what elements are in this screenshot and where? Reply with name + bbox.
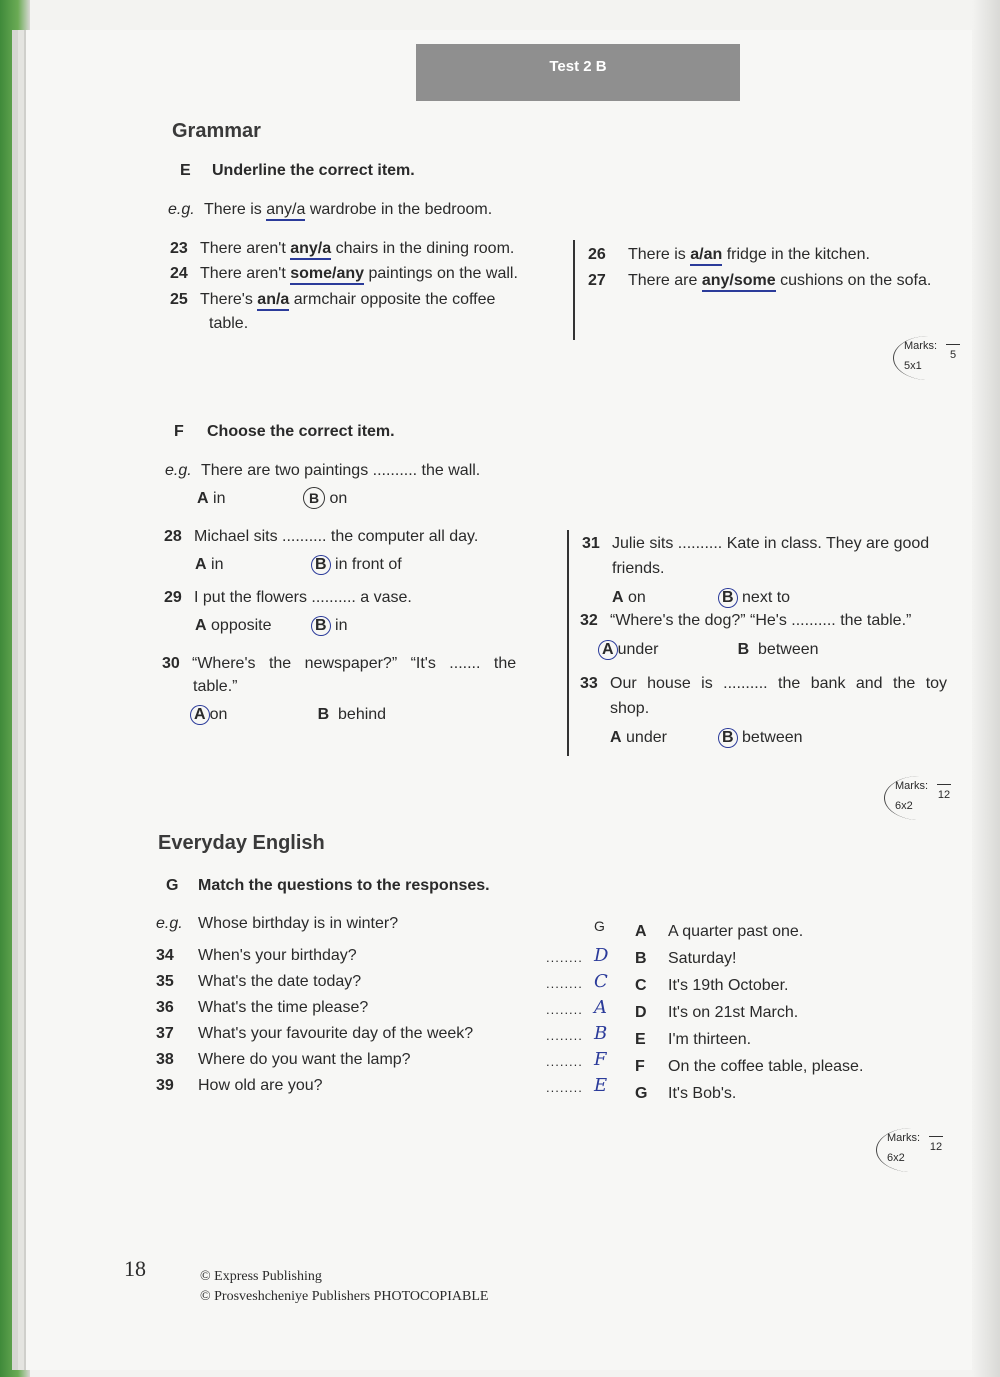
marks-box-f [884, 776, 955, 820]
exercise-f-heading [174, 423, 395, 441]
text: armchair opposite the coffee [289, 291, 496, 308]
option-a[interactable]: A [195, 617, 207, 634]
exercise-g-heading [166, 877, 490, 895]
question-text: Whose birthday is in winter? [198, 915, 399, 932]
response-letter: G [635, 1085, 648, 1102]
item-25-continued: table. [209, 315, 249, 332]
response-letter: A [635, 923, 647, 940]
handwritten-answer: D [594, 945, 609, 966]
item-number: 36 [156, 999, 174, 1016]
item-26 [588, 246, 870, 264]
response-item [635, 923, 803, 941]
response-letter: E [635, 1031, 646, 1048]
response-text: I'm thirteen. [668, 1031, 752, 1048]
text: “Where's the newspaper?” “It's ....... the [192, 655, 517, 672]
item-25 [170, 291, 495, 309]
answer-blank[interactable]: ........ [546, 1054, 583, 1069]
response-item [635, 1085, 736, 1103]
question-text: What's your favourite day of the week? [198, 1025, 474, 1042]
answer-blank[interactable]: ........ [546, 976, 583, 991]
item-number: 23 [170, 240, 188, 257]
option-a[interactable]: A [612, 589, 624, 606]
exercise-letter: E [180, 162, 191, 179]
option-text: behind [338, 706, 387, 723]
item-31 [582, 535, 929, 553]
example-e [168, 201, 492, 219]
eg-label: e.g. [168, 201, 195, 218]
exercise-e-heading [180, 162, 415, 180]
option-a[interactable]: A [610, 729, 622, 746]
response-letter: B [635, 950, 647, 967]
option-pair[interactable]: any/some [702, 272, 776, 292]
response-letter: D [635, 1004, 647, 1021]
item-number: 27 [588, 272, 606, 289]
option-pair[interactable]: any/a [266, 201, 305, 221]
exercise-instruction: Underline the correct item. [212, 162, 415, 179]
handwritten-answer: E [594, 1075, 608, 1096]
column-divider [567, 530, 569, 756]
question-item [156, 1077, 323, 1095]
question-text: When's your birthday? [198, 947, 357, 964]
handwritten-answer: A [594, 997, 607, 1018]
text: “Where's the dog?” “He's .......... the table.” [610, 612, 912, 629]
response-text: It's on 21st March. [668, 1004, 799, 1021]
example-answer: G [594, 918, 605, 934]
item-28-options [195, 555, 402, 575]
item-number: 35 [156, 973, 174, 990]
option-pair[interactable]: an/a [257, 291, 289, 311]
item-30-continued: table.” [193, 678, 238, 695]
response-text: A quarter past one. [668, 923, 804, 940]
marks-calc: 6x2 [887, 1152, 905, 1164]
page [24, 30, 986, 1370]
option-text: between [758, 641, 819, 658]
response-item [635, 1058, 863, 1076]
question-text: Where do you want the lamp? [198, 1051, 411, 1068]
text: I put the flowers .......... a vase. [194, 589, 412, 606]
response-text: On the coffee table, please. [668, 1058, 864, 1075]
question-item [156, 947, 357, 965]
response-item [635, 1031, 751, 1049]
example-f [165, 462, 480, 480]
item-number: 37 [156, 1025, 174, 1042]
marks-box-e [893, 336, 964, 380]
response-text: It's 19th October. [668, 977, 789, 994]
option-a-circled[interactable]: A [190, 705, 210, 725]
text: There are two paintings .......... the wall. [201, 462, 481, 479]
option-b-circled[interactable]: B [311, 555, 331, 575]
item-29 [164, 589, 412, 607]
question-text: What's the time please? [198, 999, 369, 1016]
item-number: 39 [156, 1077, 174, 1094]
exercise-letter: G [166, 877, 179, 894]
response-item [635, 977, 788, 995]
question-text: What's the date today? [198, 973, 362, 990]
option-text: on [209, 706, 228, 723]
item-32-options [598, 640, 819, 660]
response-letter: C [635, 977, 647, 994]
exercise-instruction: Choose the correct item. [207, 423, 395, 440]
item-29-options [195, 616, 347, 636]
option-pair[interactable]: any/a [290, 240, 331, 260]
item-33 [580, 675, 980, 693]
marks-label: Marks: [887, 1132, 920, 1144]
item-number: 34 [156, 947, 174, 964]
marks-total: 12 [929, 1136, 943, 1157]
text: There are [628, 272, 702, 289]
text: Michael sits .......... the computer all day. [194, 528, 479, 545]
handwritten-answer: B [594, 1023, 608, 1044]
text: paintings on the wall. [364, 265, 518, 282]
item-33-options [610, 728, 803, 748]
marks-total: 5 [946, 344, 960, 365]
option-text: under [626, 729, 667, 746]
item-number: 38 [156, 1051, 174, 1068]
item-24 [170, 265, 518, 283]
response-item [635, 1004, 798, 1022]
option-pair[interactable]: a/an [690, 246, 722, 266]
option-text: between [742, 729, 803, 746]
text: Our house is .......... the bank and the toy [610, 675, 948, 692]
item-30-options [190, 705, 386, 725]
text: There's [200, 291, 258, 308]
question-item [156, 999, 368, 1017]
text: There is [204, 201, 267, 218]
item-number: 25 [170, 291, 188, 308]
page-number: 18 [124, 1256, 146, 1281]
option-text: on [329, 490, 348, 507]
text: chairs in the dining room. [331, 240, 515, 257]
option-text: in [211, 556, 224, 573]
item-number: 29 [164, 589, 182, 606]
option-b[interactable]: B [317, 706, 330, 723]
marks-label: Marks: [904, 340, 937, 352]
question-text: How old are you? [198, 1077, 323, 1094]
item-number: 30 [162, 655, 180, 672]
question-item [156, 1051, 411, 1069]
option-text: under [617, 641, 659, 658]
text: wardrobe in the bedroom. [305, 201, 493, 218]
test-tab: Test 2 B [416, 44, 740, 101]
item-number: 26 [588, 246, 606, 263]
item-28 [164, 528, 478, 546]
item-27 [588, 272, 931, 290]
option-letter: A [197, 490, 209, 507]
option-b[interactable]: B [737, 641, 750, 658]
item-number: 24 [170, 265, 188, 282]
section-title-everyday-english: Everyday English [158, 832, 325, 854]
answer-blank[interactable]: ........ [546, 1028, 583, 1043]
copyright-line-2: © Prosveshcheniye Publishers PHOTOCOPIABLE [200, 1289, 489, 1304]
item-number: 33 [580, 675, 598, 692]
option-b-circled[interactable]: B [718, 728, 738, 748]
option-a[interactable]: A [195, 556, 207, 573]
question-item [156, 973, 361, 991]
response-text: It's Bob's. [668, 1085, 737, 1102]
option-text: in front of [335, 556, 402, 573]
option-b-circled[interactable]: B [311, 616, 331, 636]
text: There aren't [200, 240, 291, 257]
item-number: 28 [164, 528, 182, 545]
item-33-continued: shop. [610, 700, 650, 717]
text: There is [628, 246, 691, 263]
answer-blank[interactable]: ........ [546, 1002, 583, 1017]
item-23 [170, 240, 514, 258]
copyright-line-1: © Express Publishing [200, 1269, 322, 1284]
handwritten-answer: F [594, 1049, 607, 1070]
item-31-options [612, 588, 790, 608]
response-item [635, 950, 736, 968]
option-a-circled[interactable]: A [598, 640, 618, 660]
option-text: on [628, 589, 646, 606]
exercise-instruction: Match the questions to the responses. [198, 877, 490, 894]
handwritten-answer: C [594, 971, 608, 992]
text: There aren't [200, 265, 291, 282]
marks-label: Marks: [895, 780, 928, 792]
response-text: Saturday! [668, 950, 737, 967]
question-item [156, 1025, 473, 1043]
item-number: 32 [580, 612, 598, 629]
answer-blank[interactable]: ........ [546, 1080, 583, 1095]
item-32 [580, 612, 911, 630]
marks-calc: 6x2 [895, 800, 913, 812]
option-b-circled[interactable]: B [718, 588, 738, 608]
item-number: 31 [582, 535, 600, 552]
example-question [156, 915, 398, 933]
example-f-options [197, 487, 347, 509]
item-31-continued: friends. [612, 560, 665, 577]
option-circle: B [303, 487, 325, 509]
option-text: in [335, 617, 348, 634]
answer-blank[interactable]: ........ [546, 950, 583, 965]
marks-total: 12 [937, 784, 951, 805]
marks-box-g [876, 1128, 947, 1172]
text: Julie sits .......... Kate in class. They are good [612, 535, 930, 552]
eg-label: e.g. [165, 462, 192, 479]
text: cushions on the sofa. [775, 272, 932, 289]
response-letter: F [635, 1058, 645, 1075]
item-30 [162, 655, 556, 673]
marks-calc: 5x1 [904, 360, 922, 372]
option-text: in [213, 490, 226, 507]
exercise-letter: F [174, 423, 184, 440]
item-number: e.g. [156, 915, 183, 932]
option-pair[interactable]: some/any [290, 265, 364, 285]
text: fridge in the kitchen. [722, 246, 870, 263]
option-text: next to [742, 589, 791, 606]
option-text: opposite [211, 617, 272, 634]
section-title-grammar: Grammar [172, 120, 261, 142]
column-divider [573, 240, 575, 340]
